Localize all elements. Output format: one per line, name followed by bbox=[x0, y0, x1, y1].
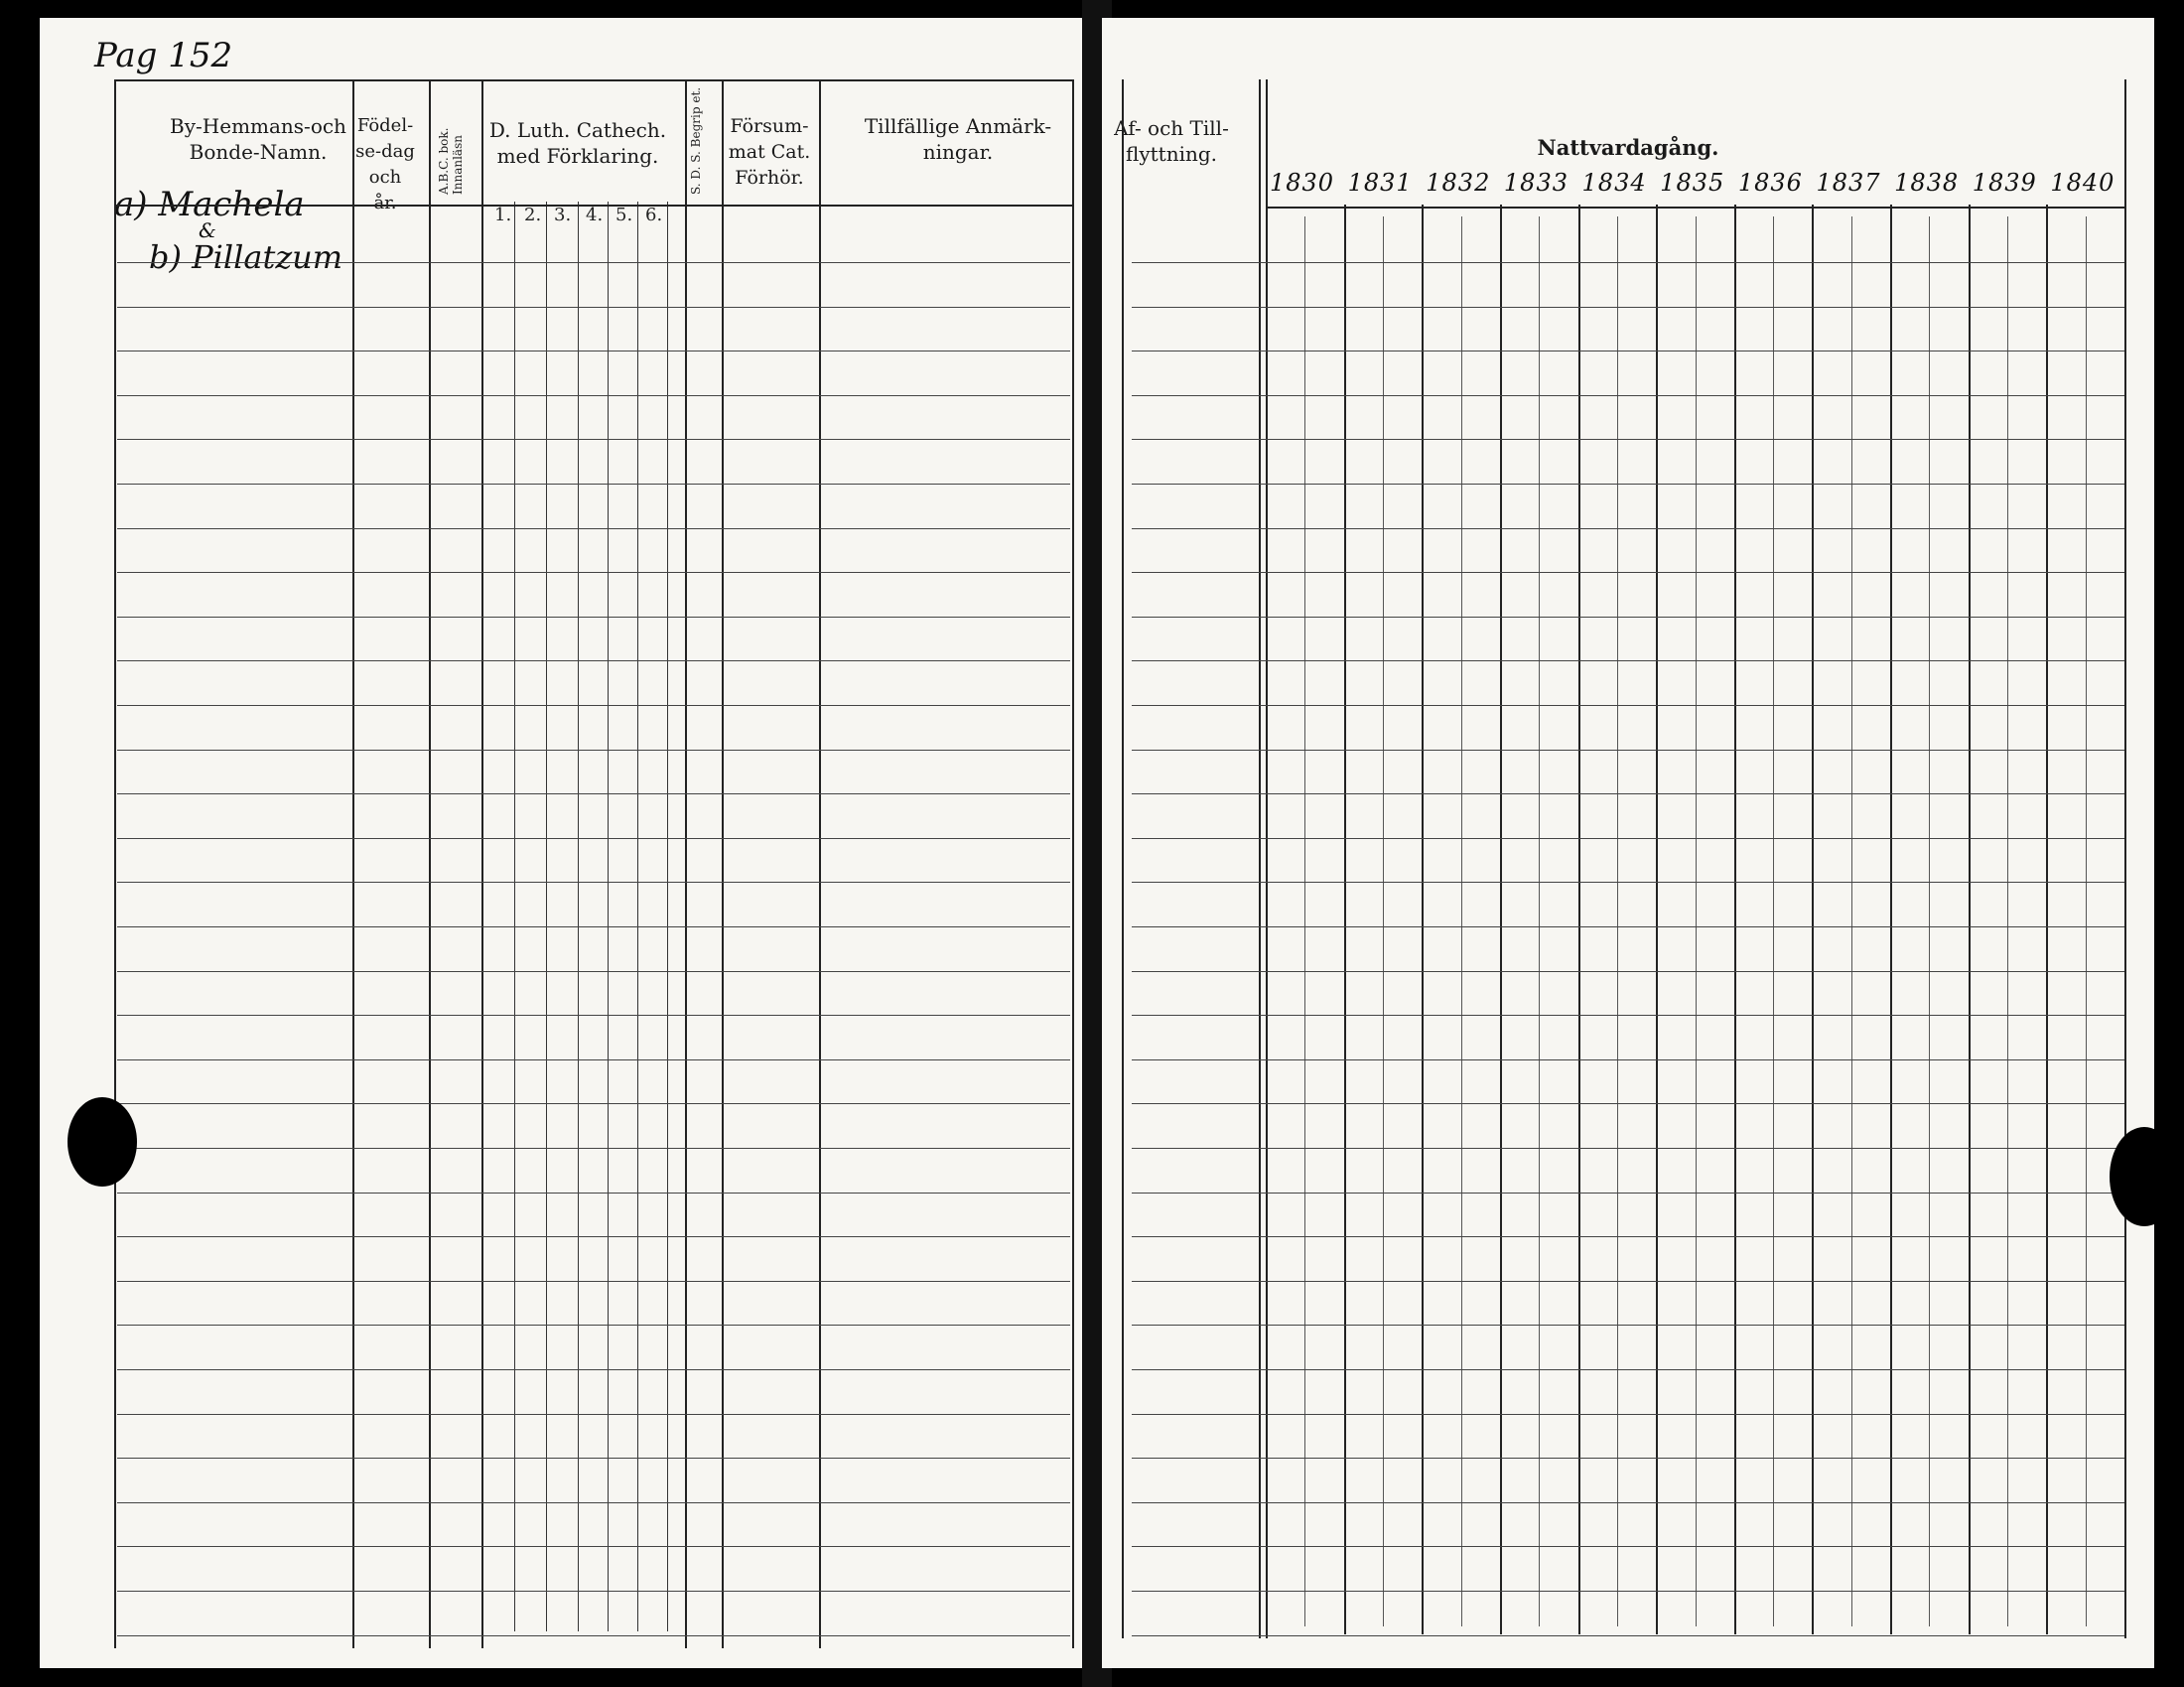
entry-row-rule bbox=[117, 307, 1070, 308]
entry-row-rule bbox=[117, 750, 1070, 751]
entry-row-rule bbox=[117, 1015, 1070, 1016]
entry-row-rule bbox=[117, 1059, 1070, 1060]
entry-row-rule bbox=[117, 1325, 1070, 1326]
entry-row-rule bbox=[117, 1369, 1070, 1370]
entry-row-rule bbox=[1132, 926, 2124, 927]
year-subcolumn-rule bbox=[1304, 216, 1305, 1626]
birth-header: Födel-se-dag och år. bbox=[355, 115, 415, 213]
communion-year-label: 1840 bbox=[2050, 169, 2116, 197]
year-column-rule bbox=[2124, 205, 2126, 1634]
entry-row-rule bbox=[117, 1591, 1070, 1592]
entry-row-rule bbox=[117, 1502, 1070, 1503]
left-column-rule bbox=[1072, 79, 1074, 1648]
year-column-rule bbox=[1969, 205, 1971, 1634]
entry-row-rule bbox=[117, 1193, 1070, 1194]
entry-row-rule bbox=[1132, 660, 2124, 661]
communion-year-label: 1831 bbox=[1347, 169, 1413, 197]
header-rule bbox=[114, 205, 1072, 207]
entry-row-rule bbox=[1132, 262, 2124, 263]
communion-year-label: 1838 bbox=[1894, 169, 1960, 197]
entry-row-rule bbox=[1132, 838, 2124, 839]
right-column-rule bbox=[1122, 79, 1124, 1638]
catechism-subcolumn-rule bbox=[514, 202, 515, 1631]
entry-row-rule bbox=[117, 1148, 1070, 1149]
communion-year-label: 1832 bbox=[1426, 169, 1491, 197]
entry-row-rule bbox=[117, 484, 1070, 485]
entry-row-rule bbox=[1132, 307, 2124, 308]
entry-row-rule bbox=[1132, 1148, 2124, 1149]
binding-hole-right bbox=[2110, 1127, 2179, 1226]
year-column-rule bbox=[1266, 205, 1268, 1634]
entry-row-rule bbox=[117, 971, 1070, 972]
bible-history-header: S. D. S. Begrip et. bbox=[689, 86, 703, 195]
entry-row-rule bbox=[117, 395, 1070, 396]
missed-exam-header: Försum-mat Cat. Förhör. bbox=[728, 115, 811, 189]
entry-row-rule bbox=[1132, 705, 2124, 706]
entry-row-rule bbox=[1132, 1458, 2124, 1459]
binding-hole-left bbox=[68, 1097, 137, 1187]
year-subcolumn-rule bbox=[1851, 216, 1852, 1626]
entry-row-rule bbox=[117, 528, 1070, 529]
year-column-rule bbox=[1500, 205, 1502, 1634]
entry-row-rule bbox=[1132, 528, 2124, 529]
communion-year-label: 1830 bbox=[1270, 169, 1335, 197]
entry-row-rule bbox=[117, 793, 1070, 794]
entry-row-rule bbox=[117, 926, 1070, 927]
farm-name-header: By-Hemmans-och Bonde-Namn. bbox=[170, 114, 346, 164]
entry-row-rule bbox=[1132, 1546, 2124, 1547]
entry-line-3: b) Pillatzum bbox=[149, 238, 343, 276]
moves-header: Af- och Till-flyttning. bbox=[1114, 116, 1229, 166]
year-column-rule bbox=[1578, 205, 1580, 1634]
year-column-rule bbox=[2046, 205, 2048, 1634]
entry-line-1: a) Machela bbox=[114, 185, 305, 224]
entry-row-rule bbox=[117, 617, 1070, 618]
year-subcolumn-rule bbox=[1461, 216, 1462, 1626]
catechism-subcolumn-rule bbox=[637, 202, 638, 1631]
abc-book-header: A.B.C. bok. Innanläsn bbox=[437, 127, 465, 195]
year-subcolumn-rule bbox=[1696, 216, 1697, 1626]
remarks-header: Tillfällige Anmärk-ningar. bbox=[864, 114, 1052, 164]
entry-row-rule bbox=[1132, 1591, 2124, 1592]
catechism-col-5: 5. bbox=[615, 205, 633, 225]
entry-row-rule bbox=[1132, 1502, 2124, 1503]
entry-row-rule bbox=[1132, 1103, 2124, 1104]
catechism-header: D. Luth. Cathech. med Förklaring. bbox=[488, 118, 667, 168]
catechism-subcolumn-rule bbox=[546, 202, 547, 1631]
year-subcolumn-rule bbox=[2007, 216, 2008, 1626]
year-subcolumn-rule bbox=[1383, 216, 1384, 1626]
entry-row-rule bbox=[117, 1414, 1070, 1415]
communion-year-label: 1835 bbox=[1660, 169, 1725, 197]
catechism-col-4: 4. bbox=[586, 205, 604, 225]
header-rule bbox=[1266, 207, 2124, 209]
entry-row-rule bbox=[1132, 1281, 2124, 1282]
entry-row-rule bbox=[117, 1281, 1070, 1282]
year-column-rule bbox=[1422, 205, 1424, 1634]
entry-row-rule bbox=[117, 1236, 1070, 1237]
left-page bbox=[40, 18, 1092, 1668]
year-subcolumn-rule bbox=[1539, 216, 1540, 1626]
catechism-subcolumn-rule bbox=[667, 202, 668, 1631]
page-reference: Pag 152 bbox=[94, 36, 233, 75]
year-column-rule bbox=[1344, 205, 1346, 1634]
catechism-subcolumn-rule bbox=[608, 202, 609, 1631]
entry-row-rule bbox=[1132, 1236, 2124, 1237]
entry-row-rule bbox=[1132, 1193, 2124, 1194]
communion-year-label: 1836 bbox=[1737, 169, 1803, 197]
entry-row-rule bbox=[1132, 617, 2124, 618]
entry-row-rule bbox=[117, 262, 1070, 263]
entry-row-rule bbox=[1132, 1414, 2124, 1415]
left-column-rule bbox=[114, 79, 116, 1648]
communion-year-label: 1833 bbox=[1503, 169, 1569, 197]
entry-line-2: & bbox=[199, 218, 216, 242]
communion-year-label: 1839 bbox=[1972, 169, 2037, 197]
entry-row-rule bbox=[1132, 793, 2124, 794]
right-page bbox=[1102, 18, 2154, 1668]
communion-header: Nattvardagång. bbox=[1537, 135, 1719, 160]
entry-row-rule bbox=[117, 1458, 1070, 1459]
entry-row-rule bbox=[1132, 395, 2124, 396]
entry-row-rule bbox=[1132, 484, 2124, 485]
entry-row-rule bbox=[117, 838, 1070, 839]
entry-row-rule bbox=[1132, 750, 2124, 751]
entry-row-rule bbox=[1132, 439, 2124, 440]
year-column-rule bbox=[1734, 205, 1736, 1634]
entry-row-rule bbox=[1132, 1325, 2124, 1326]
entry-row-rule bbox=[117, 439, 1070, 440]
catechism-col-2: 2. bbox=[524, 205, 542, 225]
entry-row-rule bbox=[117, 882, 1070, 883]
entry-row-rule bbox=[117, 660, 1070, 661]
right-column-rule bbox=[1259, 79, 1261, 1638]
entry-row-rule bbox=[1132, 1015, 2124, 1016]
entry-row-rule bbox=[1132, 882, 2124, 883]
catechism-col-6: 6. bbox=[645, 205, 663, 225]
year-subcolumn-rule bbox=[1773, 216, 1774, 1626]
catechism-col-1: 1. bbox=[494, 205, 512, 225]
entry-row-rule bbox=[117, 1635, 1070, 1636]
catechism-col-3: 3. bbox=[554, 205, 572, 225]
catechism-subcolumn-rule bbox=[578, 202, 579, 1631]
entry-row-rule bbox=[1132, 1059, 2124, 1060]
year-subcolumn-rule bbox=[1929, 216, 1930, 1626]
year-column-rule bbox=[1890, 205, 1892, 1634]
year-subcolumn-rule bbox=[2086, 216, 2087, 1626]
entry-row-rule bbox=[117, 1546, 1070, 1547]
communion-year-label: 1837 bbox=[1816, 169, 1881, 197]
entry-row-rule bbox=[117, 572, 1070, 573]
entry-row-rule bbox=[1132, 971, 2124, 972]
entry-row-rule bbox=[1132, 1635, 2124, 1636]
entry-row-rule bbox=[1132, 1369, 2124, 1370]
year-subcolumn-rule bbox=[1617, 216, 1618, 1626]
entry-row-rule bbox=[1132, 572, 2124, 573]
year-column-rule bbox=[1656, 205, 1658, 1634]
year-column-rule bbox=[1812, 205, 1814, 1634]
header-rule bbox=[114, 79, 1072, 81]
entry-row-rule bbox=[117, 705, 1070, 706]
entry-row-rule bbox=[117, 1103, 1070, 1104]
communion-year-label: 1834 bbox=[1581, 169, 1647, 197]
